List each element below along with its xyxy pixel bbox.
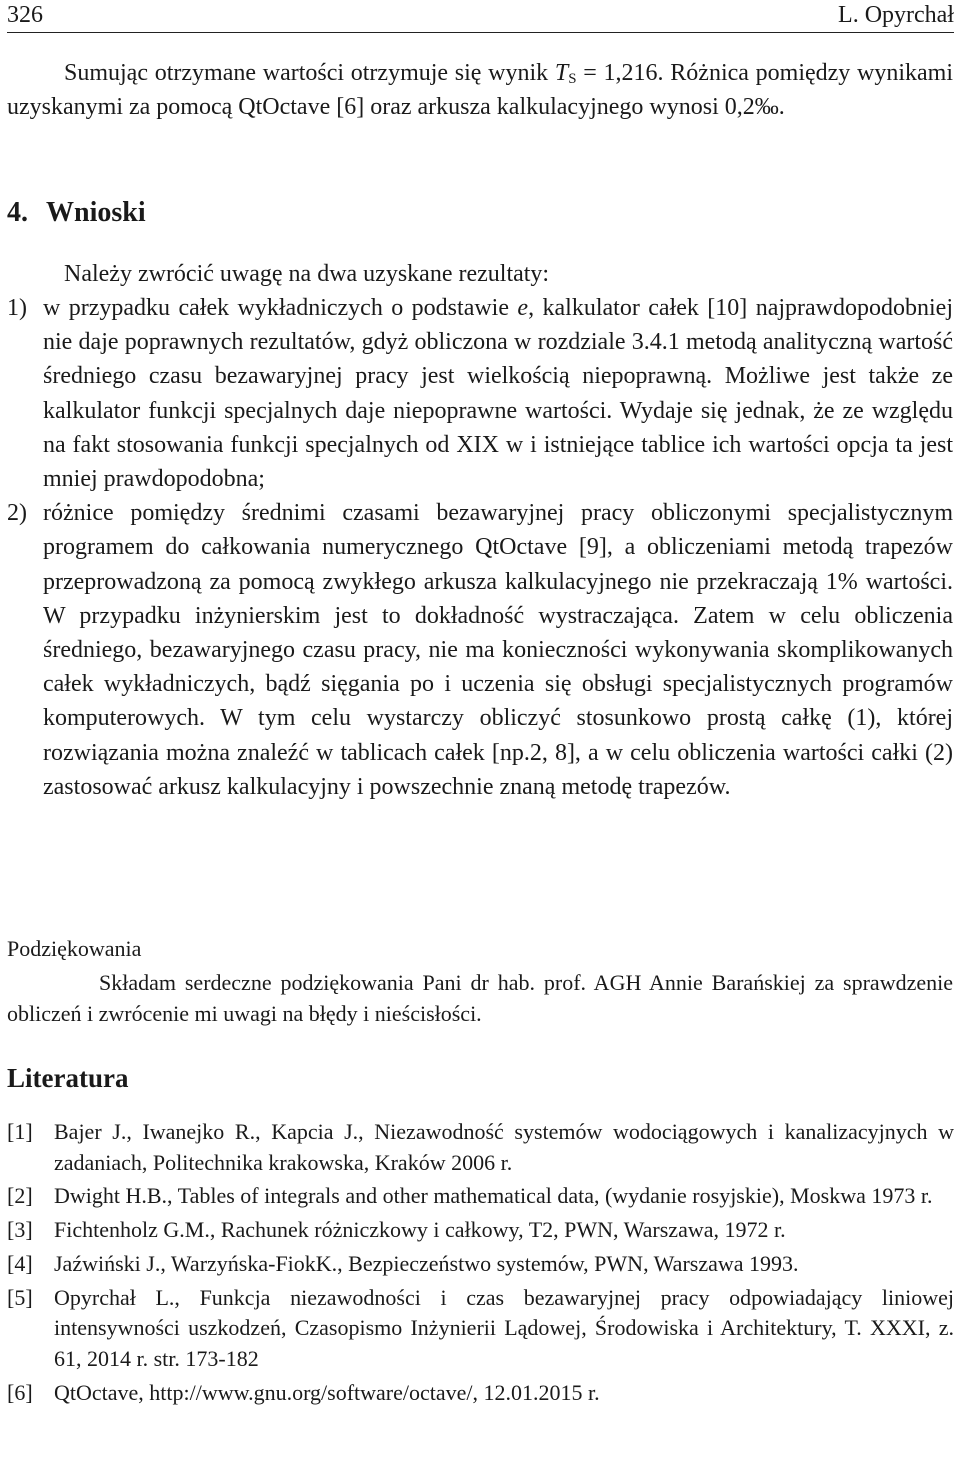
conclusions-intro-text: Należy zwrócić uwagę na dwa uzyskane rezultaty: — [64, 261, 550, 287]
reference-text: Opyrchał L., Funkcja niezawodności i czas bezawaryjnej pracy odpowiadający liniowej intensywności uszkodzeń, Czasopismo Inżynierii Lądowej, Środowiska i Architektury, T. XXXI, z. 61, 2014 r. str. 173-182 — [54, 1284, 954, 1371]
running-author: L. Opyrchał — [838, 2, 954, 28]
acknowledgements-heading: Podziękowania — [7, 936, 142, 961]
list-item-label: 1) — [7, 295, 27, 321]
list-item-text-part: , kalkulator całek [10] najprawdopodobniej nie daje poprawnych rezultatów, gdyż obliczona w rozdziale 3.4.1 metodą analityczną wartość średniego czasu bezawaryjnej pracy jest wielkością niepoprawną. Możliwe jest także ze kalkulator funkcji specjalnych daje niepoprawne wartości. Wydaje się jednak, że ze względu na fakt stosowania funkcji specjalnych od XIX w i istniejące tablice ich wartości opcja ta jest mniej prawdopodobna; — [43, 295, 953, 493]
reference-label: [1] — [7, 1119, 33, 1144]
reference-label: [5] — [7, 1284, 33, 1310]
acknowledgements-paragraph — [7, 967, 953, 1029]
symbol-t: T — [554, 60, 569, 86]
list-item-text — [43, 291, 953, 496]
reference-item — [0, 1249, 954, 1280]
emphasis-e: e — [517, 295, 529, 321]
intro-text-end: = 1,216. Różnica pomiędzy wynikami uzyskanymi za pomocą QtOctave [6] oraz arkusza kalkulacyjnego wynosi 0,2‰. — [7, 60, 954, 121]
reference-label: [6] — [7, 1379, 33, 1405]
reference-text: QtOctave, http://www.gnu.org/software/octave/, 12.01.2015 r. — [54, 1379, 600, 1405]
list-item-text-part: w przypadku całek wykładniczych o podstawie — [43, 295, 518, 321]
reference-text: Bajer J., Iwanejko R., Kapcia J., Niezawodność systemów wodociągowych i kanalizacyjnych w zadaniach, Politechnika krakowska, Kraków 2006 r. — [54, 1119, 954, 1175]
reference-text: Fichtenholz G.M., Rachunek różniczkowy i całkowy, T2, PWN, Warszawa, 1972 r. — [54, 1217, 786, 1243]
intro-paragraph — [7, 56, 953, 124]
list-item — [0, 496, 953, 804]
literature-heading: Literatura — [7, 1063, 129, 1093]
reference-list — [0, 1117, 954, 1411]
reference-item — [0, 1117, 954, 1178]
acknowledgements-text: Składam serdeczne podziękowania Pani dr hab. prof. AGH Annie Barańskiej za sprawdzenie obliczeń i zwrócenie mi uwagi na błędy i nieścisłości. — [7, 970, 953, 1026]
reference-label: [2] — [7, 1183, 33, 1209]
page-number: 326 — [7, 2, 43, 28]
list-item-label: 2) — [7, 500, 27, 527]
reference-item — [0, 1283, 954, 1375]
list-item-text: różnice pomiędzy średnimi czasami bezawaryjnej pracy obliczonymi specjalistycznym programem do całkowania numerycznego QtOctave [9], a obliczeniami metodą trapezów przeprowadzoną za pomocą zwykłego arkusza kalkulacyjnego nie przekraczają 1% wartości. W przypadku inżynierskim jest to dokładność wystraczająca. Zatem w celu obliczenia średniego, bezawaryjnego czasu pracy, nie ma konieczności wykonywania skomplikowanych całek wykładniczych, bądź sięgania po i uczenia się obsługi specjalistycznych programów komputerowych. W tym celu wystarczy obliczyć stosunkowo prostą całkę (1), której rozwiązania można znaleźć w tablicach całek [np.2, 8], a w celu obliczenia wartości całki (2) zastosować arkusz kalkulacyjny i powszechnie znaną metodę trapezów. — [43, 500, 953, 800]
reference-text: Jaźwiński J., Warzyńska-FiokK., Bezpieczeństwo systemów, PWN, Warszawa 1993. — [54, 1250, 799, 1276]
conclusions-list — [0, 291, 953, 804]
reference-item — [0, 1378, 954, 1409]
reference-label: [4] — [7, 1250, 33, 1276]
list-item — [0, 291, 953, 496]
reference-label: [3] — [7, 1217, 33, 1243]
reference-item — [0, 1181, 954, 1212]
reference-text: Dwight H.B., Tables of integrals and other mathematical data, (wydanie rosyjskie), Moskwa 1973 r. — [54, 1183, 933, 1209]
section-number: 4. — [7, 197, 28, 228]
reference-item — [0, 1215, 954, 1246]
conclusions-intro — [64, 257, 944, 291]
section-heading-conclusions — [7, 196, 146, 230]
section-title: Wnioski — [46, 197, 146, 228]
symbol-subscript: S — [568, 71, 577, 87]
intro-text-start: Sumując otrzymane wartości otrzymuje się wynik — [64, 60, 555, 86]
running-header — [7, 0, 954, 33]
